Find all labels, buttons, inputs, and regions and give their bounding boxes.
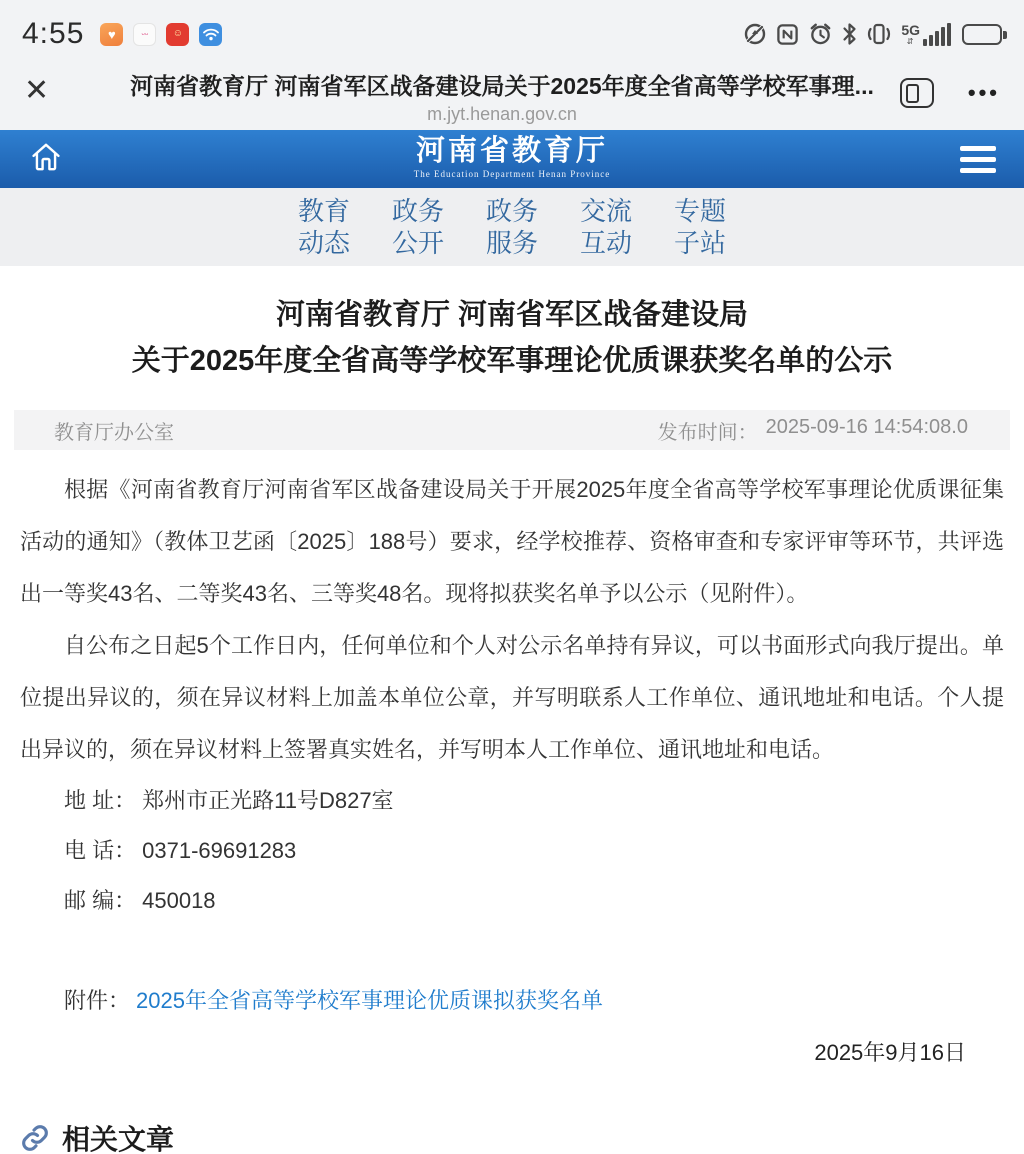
quick-nav: [0, 188, 1024, 266]
article-title: 河南省教育厅 河南省军区战备建设局 关于2025年度全省高等学校军事理论优质课获奖名单的公示: [131, 299, 893, 377]
article-department: 教育厅办公室: [54, 421, 174, 444]
page-title: 河南省教育厅 河南省军区战备建设局关于2025年度全省高等学校军事理...: [130, 73, 874, 99]
paragraph: 自公布之日起5个工作日内，任何单位和个人对公示名单持有异议，可以书面形式向我厅提出。单位提出异议的，须在异议材料上加盖本单位公章，并写明联系人工作单位、通讯地址和电话。个人提出异议的，须在异议材料上签署真实姓名，并写明本人工作单位、通讯地址和电话。: [20, 633, 1004, 762]
article-body: [20, 464, 1004, 926]
attachment-row: [20, 976, 1004, 1026]
clock: 4:55: [22, 17, 85, 50]
publish-time-label: 发布时间：: [657, 421, 758, 444]
contact-postcode: 邮 编： 450018: [64, 888, 216, 913]
vibrate-icon: [866, 22, 892, 46]
nfc-icon: [776, 23, 799, 46]
nav-item-education-news[interactable]: 教育 动态: [297, 195, 350, 258]
contact-phone: 电 话： 0371-69691283: [64, 838, 297, 863]
signal-5g-icon: 5G ⇵: [901, 23, 951, 46]
related-articles-section: [20, 1118, 1004, 1154]
attachment-link[interactable]: 2025年全省高等学校军事理论优质课拟获奖名单: [136, 988, 603, 1013]
chat-app-icon: ᵕᵕ: [133, 23, 156, 46]
page-url: m.jyt.henan.gov.cn: [427, 104, 577, 124]
heart-app-icon: ♥: [100, 23, 123, 46]
alarm-icon: [808, 22, 833, 46]
menu-icon[interactable]: [960, 146, 996, 173]
link-icon: [20, 1123, 50, 1153]
multi-window-icon[interactable]: [900, 78, 934, 108]
article: [0, 292, 1024, 1154]
red-app-icon: ☺: [166, 23, 189, 46]
site-title: 河南省教育厅: [415, 135, 608, 167]
home-icon[interactable]: [28, 140, 64, 179]
page-title-block[interactable]: [120, 68, 884, 125]
data-saver-icon: [743, 22, 767, 46]
contact-address: 地 址： 郑州市正光路11号D827室: [64, 788, 394, 813]
site-logo[interactable]: [0, 136, 1024, 179]
attachment-label: 附件：: [64, 988, 131, 1013]
article-meta-bar: [14, 410, 1010, 450]
close-icon[interactable]: ✕: [24, 74, 50, 107]
site-header: [0, 130, 1024, 188]
browser-toolbar: [0, 62, 1024, 130]
paragraph: 根据《河南省教育厅河南省军区战备建设局关于开展2025年度全省高等学校军事理论优质课征集活动的通知》（教体卫艺函〔2025〕188号）要求，经学校推荐、资格审查和专家评审等环节，共评选出一等奖43名、二等奖43名、三等奖48名。现将拟获奖名单予以公示（见附件）。: [20, 477, 1004, 606]
related-articles-title: 相关文章: [62, 1124, 175, 1154]
battery-icon: [962, 24, 1002, 45]
more-menu-icon[interactable]: •••: [967, 80, 1000, 105]
status-bar: [0, 0, 1024, 62]
site-subtitle: The Education Department Henan Province: [413, 168, 611, 179]
nav-item-special-sites[interactable]: 专题 子站: [674, 195, 727, 258]
related-articles-header: [20, 1118, 202, 1154]
nav-item-gov-services[interactable]: 政务 服务: [485, 195, 538, 258]
article-date: 2025年9月16日: [814, 1040, 966, 1065]
publish-time-value: 2025-09-16 14:54:08.0: [765, 415, 968, 438]
nav-item-gov-affairs[interactable]: 政务 公开: [391, 195, 444, 258]
nav-item-interaction[interactable]: 交流 互动: [580, 195, 633, 258]
wifi-app-icon: [199, 23, 222, 46]
bluetooth-icon: [842, 22, 857, 46]
